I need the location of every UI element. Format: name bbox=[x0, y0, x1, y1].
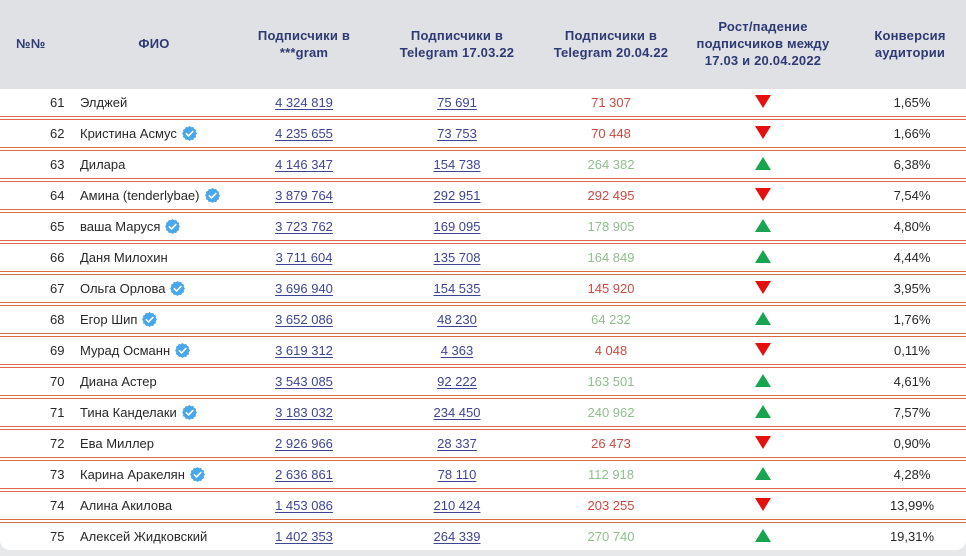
person-name bbox=[80, 126, 228, 141]
trend-icon bbox=[755, 95, 771, 108]
trend-icon bbox=[755, 529, 771, 542]
telegram-0317-link[interactable]: 154 738 bbox=[433, 157, 481, 172]
table-row bbox=[0, 212, 966, 241]
person-name-label: Ольга Орлова bbox=[80, 281, 166, 296]
trend-icon bbox=[755, 343, 771, 356]
row-number: 75 bbox=[50, 529, 65, 544]
header-telegram-0317: Подписчики в Telegram 17.03.22 bbox=[399, 27, 515, 60]
verified-badge-icon bbox=[142, 312, 157, 327]
person-name bbox=[80, 188, 228, 203]
trend-icon bbox=[755, 405, 771, 418]
table-row bbox=[0, 243, 966, 272]
gram-subscribers-link[interactable]: 1 453 086 bbox=[275, 498, 333, 513]
gram-subscribers-link[interactable]: 3 723 762 bbox=[275, 219, 333, 234]
row-number: 67 bbox=[50, 281, 65, 296]
telegram-0317-link[interactable]: 292 951 bbox=[433, 188, 481, 203]
telegram-0317-link[interactable]: 92 222 bbox=[437, 374, 477, 389]
conversion-value: 4,61% bbox=[893, 374, 931, 389]
conversion-value: 13,99% bbox=[889, 498, 935, 513]
telegram-0420-value: 264 382 bbox=[587, 157, 635, 172]
row-number: 66 bbox=[50, 250, 65, 265]
gram-subscribers-link[interactable]: 1 402 353 bbox=[275, 529, 333, 544]
row-number: 64 bbox=[50, 188, 65, 203]
row-number: 73 bbox=[50, 467, 65, 482]
telegram-0420-value: 240 962 bbox=[587, 405, 635, 420]
verified-badge-icon bbox=[182, 126, 197, 141]
trend-icon bbox=[755, 188, 771, 201]
person-name-label: Мурад Османн bbox=[80, 343, 171, 358]
row-number: 63 bbox=[50, 157, 65, 172]
table-row bbox=[0, 305, 966, 334]
gram-subscribers-link[interactable]: 2 926 966 bbox=[275, 436, 333, 451]
person-name bbox=[80, 529, 228, 544]
table-row bbox=[0, 274, 966, 303]
row-number: 72 bbox=[50, 436, 65, 451]
person-name-label: Алина Акилова bbox=[80, 498, 173, 513]
header-telegram-0420: Подписчики в Telegram 20.04.22 bbox=[553, 27, 669, 60]
trend-icon bbox=[755, 281, 771, 294]
person-name-label: Тина Канделаки bbox=[80, 405, 177, 420]
conversion-value: 1,76% bbox=[893, 312, 931, 327]
row-number: 70 bbox=[50, 374, 65, 389]
conversion-value: 1,65% bbox=[893, 95, 931, 110]
person-name bbox=[80, 405, 228, 420]
gram-subscribers-link[interactable]: 3 879 764 bbox=[275, 188, 333, 203]
telegram-0420-value: 164 849 bbox=[587, 250, 635, 265]
trend-icon bbox=[755, 250, 771, 263]
telegram-0317-link[interactable]: 154 535 bbox=[433, 281, 481, 296]
telegram-0420-value: 178 905 bbox=[587, 219, 635, 234]
person-name-label: Даня Милохин bbox=[80, 250, 168, 265]
gram-subscribers-link[interactable]: 3 652 086 bbox=[275, 312, 333, 327]
table-row bbox=[0, 181, 966, 210]
table-row bbox=[0, 460, 966, 489]
trend-icon bbox=[755, 157, 771, 170]
gram-subscribers-link[interactable]: 3 619 312 bbox=[275, 343, 333, 358]
gram-subscribers-link[interactable]: 4 235 655 bbox=[275, 126, 333, 141]
person-name bbox=[80, 467, 228, 482]
gram-subscribers-link[interactable]: 3 696 940 bbox=[275, 281, 333, 296]
person-name bbox=[80, 219, 228, 234]
person-name-label: Диана Астер bbox=[80, 374, 157, 389]
conversion-value: 0,90% bbox=[893, 436, 931, 451]
telegram-0420-value: 26 473 bbox=[591, 436, 631, 451]
header-growth-decline: Рост/падение подписчиков между 17.03 и 20.04.2022 bbox=[696, 19, 830, 68]
conversion-value: 4,44% bbox=[893, 250, 931, 265]
telegram-0317-link[interactable]: 210 424 bbox=[433, 498, 481, 513]
telegram-0317-link[interactable]: 264 339 bbox=[433, 529, 481, 544]
trend-icon bbox=[755, 219, 771, 232]
conversion-value: 6,38% bbox=[893, 157, 931, 172]
telegram-0317-link[interactable]: 48 230 bbox=[437, 312, 477, 327]
verified-badge-icon bbox=[170, 281, 185, 296]
conversion-value: 19,31% bbox=[889, 529, 935, 544]
telegram-0420-value: 64 232 bbox=[591, 312, 631, 327]
table-row bbox=[0, 119, 966, 148]
row-number: 61 bbox=[50, 95, 65, 110]
conversion-value: 7,54% bbox=[893, 188, 931, 203]
person-name-label: Егор Шип bbox=[80, 312, 138, 327]
header-number: №№ bbox=[16, 36, 46, 52]
person-name bbox=[80, 281, 228, 296]
conversion-value: 0,11% bbox=[894, 343, 930, 358]
person-name bbox=[80, 343, 228, 358]
person-name-label: Элджей bbox=[80, 95, 128, 110]
telegram-0317-link[interactable]: 234 450 bbox=[433, 405, 481, 420]
gram-subscribers-link[interactable]: 4 146 347 bbox=[275, 157, 333, 172]
verified-badge-icon bbox=[182, 405, 197, 420]
telegram-0420-value: 163 501 bbox=[587, 374, 635, 389]
table-row bbox=[0, 336, 966, 365]
table-row bbox=[0, 522, 966, 550]
conversion-value: 4,80% bbox=[893, 219, 931, 234]
person-name-label: ваша Маруся bbox=[80, 219, 161, 234]
table-header-row bbox=[0, 0, 966, 89]
telegram-0317-link[interactable]: 4 363 bbox=[440, 343, 474, 358]
verified-badge-icon bbox=[165, 219, 180, 234]
telegram-0317-link[interactable]: 28 337 bbox=[437, 436, 477, 451]
telegram-0420-value: 4 048 bbox=[594, 343, 628, 358]
trend-icon bbox=[755, 374, 771, 387]
table-row bbox=[0, 150, 966, 179]
person-name bbox=[80, 498, 228, 513]
gram-subscribers-link[interactable]: 3 711 604 bbox=[275, 250, 333, 265]
gram-subscribers-link[interactable]: 3 183 032 bbox=[275, 405, 333, 420]
verified-badge-icon bbox=[175, 343, 190, 358]
person-name bbox=[80, 250, 228, 265]
table-row bbox=[0, 429, 966, 458]
table-row bbox=[0, 89, 966, 117]
person-name-label: Алексей Жидковский bbox=[80, 529, 208, 544]
telegram-0420-value: 270 740 bbox=[587, 529, 635, 544]
row-number: 68 bbox=[50, 312, 65, 327]
person-name-label: Ева Миллер bbox=[80, 436, 154, 451]
person-name-label: Амина (tenderlybae) bbox=[80, 188, 200, 203]
person-name-label: Карина Аракелян bbox=[80, 467, 185, 482]
person-name bbox=[80, 374, 228, 389]
conversion-value: 1,66% bbox=[893, 126, 931, 141]
person-name bbox=[80, 436, 228, 451]
row-number: 69 bbox=[50, 343, 65, 358]
person-name bbox=[80, 95, 228, 110]
person-name bbox=[80, 312, 228, 327]
row-number: 74 bbox=[50, 498, 65, 513]
telegram-0317-link[interactable]: 73 753 bbox=[437, 126, 477, 141]
conversion-value: 4,28% bbox=[893, 467, 931, 482]
person-name-label: Кристина Асмус bbox=[80, 126, 177, 141]
telegram-0420-value: 70 448 bbox=[591, 126, 631, 141]
telegram-0317-link[interactable]: 75 691 bbox=[437, 95, 477, 110]
telegram-0420-value: 203 255 bbox=[587, 498, 635, 513]
person-name bbox=[80, 157, 228, 172]
telegram-0420-value: 112 918 bbox=[587, 467, 635, 482]
table-row bbox=[0, 491, 966, 520]
telegram-0420-value: 292 495 bbox=[587, 188, 635, 203]
row-number: 71 bbox=[50, 405, 65, 420]
trend-icon bbox=[755, 126, 771, 139]
row-number: 62 bbox=[50, 126, 65, 141]
trend-icon bbox=[755, 467, 771, 480]
table-row bbox=[0, 367, 966, 396]
trend-icon bbox=[755, 498, 771, 511]
table-body bbox=[0, 89, 966, 550]
telegram-0317-link[interactable]: 78 110 bbox=[437, 467, 477, 482]
table-row bbox=[0, 398, 966, 427]
person-name-label: Дилара bbox=[80, 157, 126, 172]
gram-subscribers-link[interactable]: 2 636 861 bbox=[275, 467, 333, 482]
telegram-0420-value: 71 307 bbox=[591, 95, 631, 110]
verified-badge-icon bbox=[190, 467, 205, 482]
header-gram-subscribers: Подписчики в ***gram bbox=[257, 27, 351, 60]
trend-icon bbox=[755, 436, 771, 449]
telegram-0420-value: 145 920 bbox=[587, 281, 635, 296]
row-number: 65 bbox=[50, 219, 65, 234]
trend-icon bbox=[755, 312, 771, 325]
telegram-0317-link[interactable]: 135 708 bbox=[433, 250, 481, 265]
header-name: ФИО bbox=[138, 36, 170, 52]
telegram-0317-link[interactable]: 169 095 bbox=[433, 219, 481, 234]
conversion-value: 3,95% bbox=[893, 281, 931, 296]
conversion-value: 7,57% bbox=[893, 405, 931, 420]
header-audience-conversion: Конверсия аудитории bbox=[874, 27, 946, 60]
gram-subscribers-link[interactable]: 4 324 819 bbox=[275, 95, 333, 110]
gram-subscribers-link[interactable]: 3 543 085 bbox=[275, 374, 333, 389]
verified-badge-icon bbox=[205, 188, 220, 203]
